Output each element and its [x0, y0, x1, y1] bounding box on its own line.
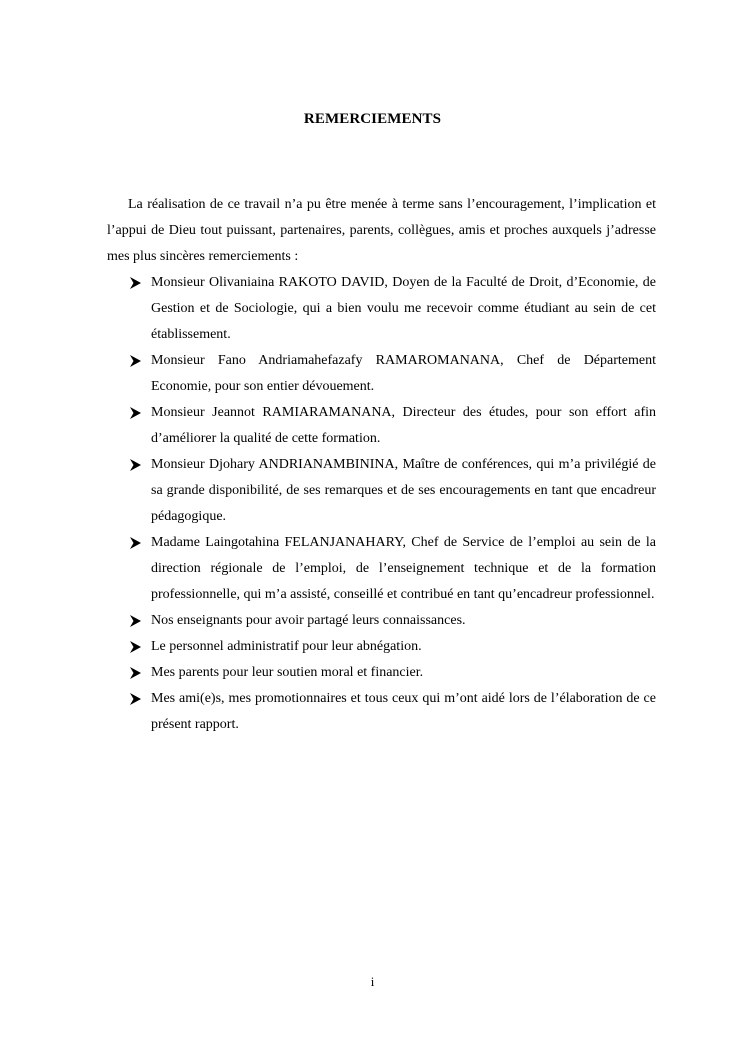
arrowhead-bullet-icon [130, 660, 144, 686]
list-item-text: Monsieur Jeannot RAMIARAMANANA, Directeur des études, pour son effort afin d’améliorer la qualité de cette formation. [151, 405, 656, 446]
list-item [107, 452, 656, 530]
arrowhead-bullet-icon [130, 686, 144, 712]
arrowhead-bullet-icon [130, 608, 144, 634]
arrowhead-bullet-icon [130, 530, 144, 556]
list-item [107, 530, 656, 608]
intro-paragraph: La réalisation de ce travail n’a pu être menée à terme sans l’encouragement, l’implication et l’appui de Dieu tout puissant, partenaires, parents, collègues, amis et proches auxquels j’adresse mes plus sincères remerciements : [107, 197, 656, 264]
page-number: i [370, 974, 375, 989]
list-item-text: Mes ami(e)s, mes promotionnaires et tous ceux qui m’ont aidé lors de l’élaboration de ce présent rapport. [151, 691, 656, 732]
list-item [107, 400, 656, 452]
arrowhead-bullet-icon [130, 634, 144, 660]
list-item-text: Monsieur Djohary ANDRIANAMBININA, Maître de conférences, qui m’a privilégié de sa grande disponibilité, de ses remarques et de ses encouragements en tant que encadreur pédagogique. [151, 457, 656, 524]
page-title: REMERCIEMENTS [303, 111, 442, 127]
list-item [107, 348, 656, 400]
list-item [107, 634, 656, 660]
arrowhead-bullet-icon [130, 452, 144, 478]
arrowhead-bullet-icon [130, 348, 144, 374]
document-body [107, 192, 656, 738]
list-item-text: Madame Laingotahina FELANJANAHARY, Chef de Service de l’emploi au sein de la direction régionale de l’emploi, de l’enseignement technique et de la formation professionnelle, qui m’a assisté, conseillé et contribué en tant qu’encadreur professionnel. [151, 535, 656, 602]
list-item-text: Monsieur Fano Andriamahefazafy RAMAROMANANA, Chef de Département Economie, pour son entier dévouement. [151, 353, 656, 394]
list-item-text: Nos enseignants pour avoir partagé leurs connaissances. [151, 613, 466, 628]
acknowledgement-list [107, 270, 656, 738]
list-item-text: Monsieur Olivaniaina RAKOTO DAVID, Doyen de la Faculté de Droit, d’Economie, de Gestion et de Sociologie, qui a bien voulu me recevoir comme étudiant au sein de cet établissement. [151, 275, 656, 342]
arrowhead-bullet-icon [130, 270, 144, 296]
list-item-text: Le personnel administratif pour leur abnégation. [151, 639, 422, 654]
list-item [107, 686, 656, 738]
list-item [107, 660, 656, 686]
list-item-text: Mes parents pour leur soutien moral et financier. [151, 665, 424, 680]
list-item [107, 270, 656, 348]
arrowhead-bullet-icon [130, 400, 144, 426]
list-item [107, 608, 656, 634]
